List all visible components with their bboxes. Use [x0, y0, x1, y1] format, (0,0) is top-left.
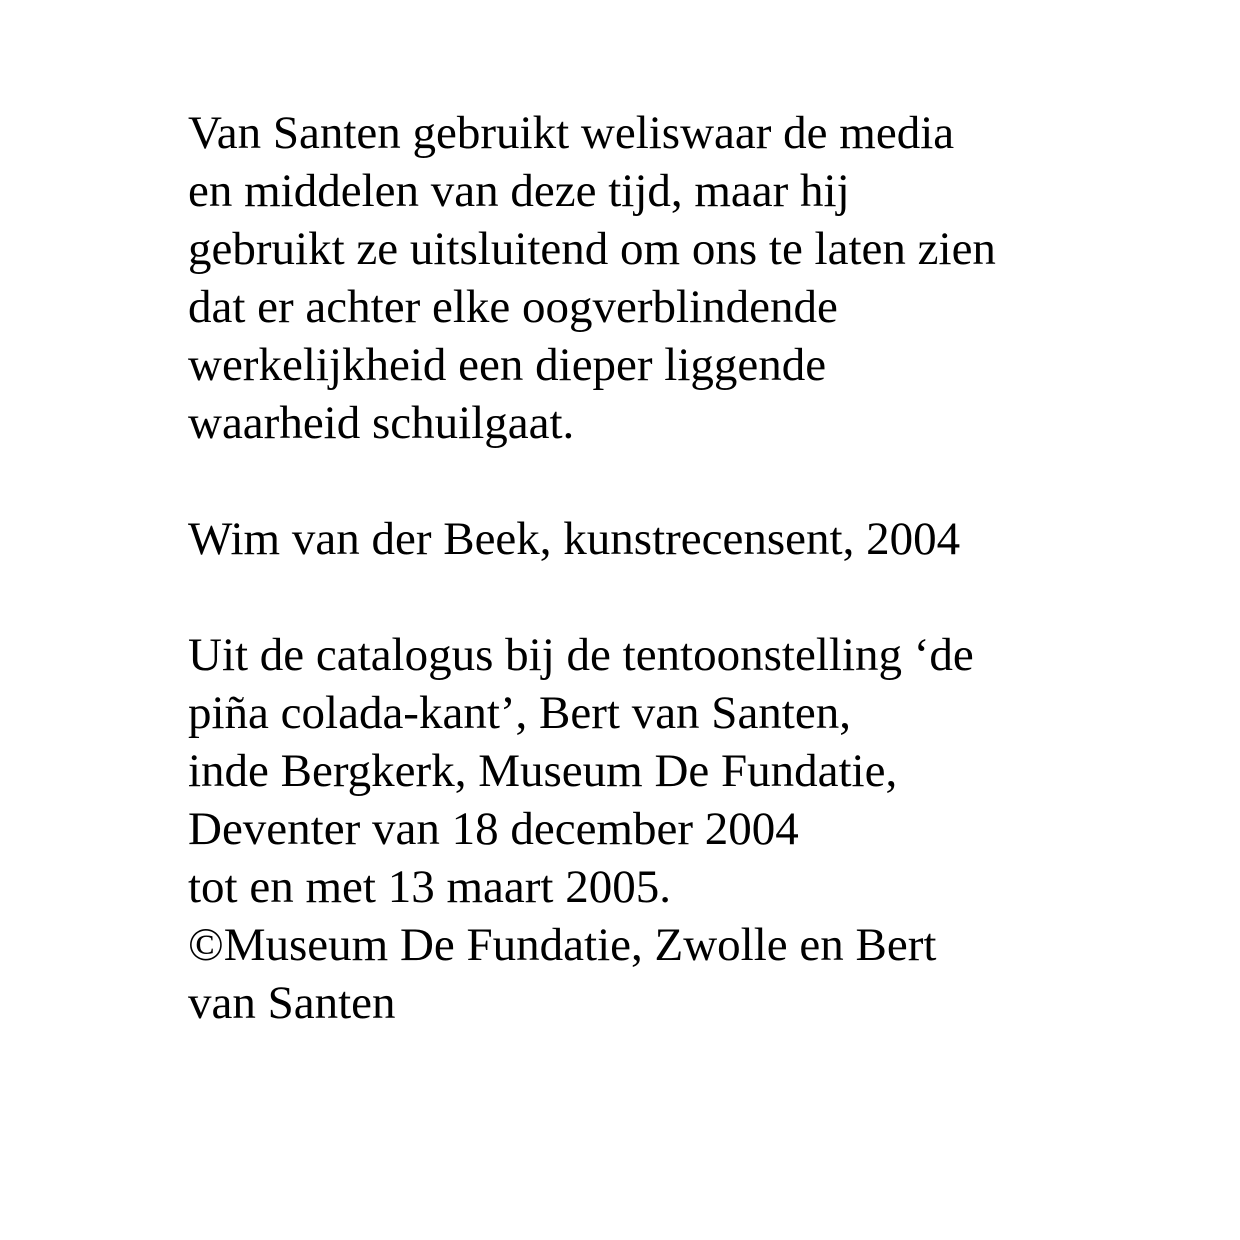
attribution-paragraph: [188, 510, 1188, 568]
text-block: [188, 104, 1188, 1032]
quote-line: en middelen van deze tijd, maar hij: [188, 165, 850, 217]
quote-line: dat er achter elke oogverblindende: [188, 281, 838, 333]
attribution-line: Wim van der Beek, kunstrecensent, 2004: [188, 513, 961, 565]
source-line: inde Bergkerk, Museum De Fundatie,: [188, 745, 898, 797]
quote-line: waarheid schuilgaat.: [188, 397, 575, 449]
paragraph-spacer: [188, 568, 1188, 626]
quote-line: Van Santen gebruikt weliswaar de media: [188, 107, 955, 159]
quote-line: werkelijkheid een dieper liggende: [188, 339, 827, 391]
copyright-line: van Santen: [188, 977, 396, 1029]
source-line: tot en met 13 maart 2005.: [188, 861, 671, 913]
source-line: Deventer van 18 december 2004: [188, 803, 799, 855]
source-line: piña colada-kant’, Bert van Santen,: [188, 687, 851, 739]
source-paragraph: [188, 626, 1188, 1032]
quote-paragraph: [188, 104, 1188, 452]
quote-line: gebruikt ze uitsluitend om ons te laten zien: [188, 223, 996, 275]
copyright-line: ©Museum De Fundatie, Zwolle en Bert: [188, 919, 937, 971]
source-line: Uit de catalogus bij de tentoonstelling ‘de: [188, 629, 974, 681]
paragraph-spacer: [188, 452, 1188, 510]
